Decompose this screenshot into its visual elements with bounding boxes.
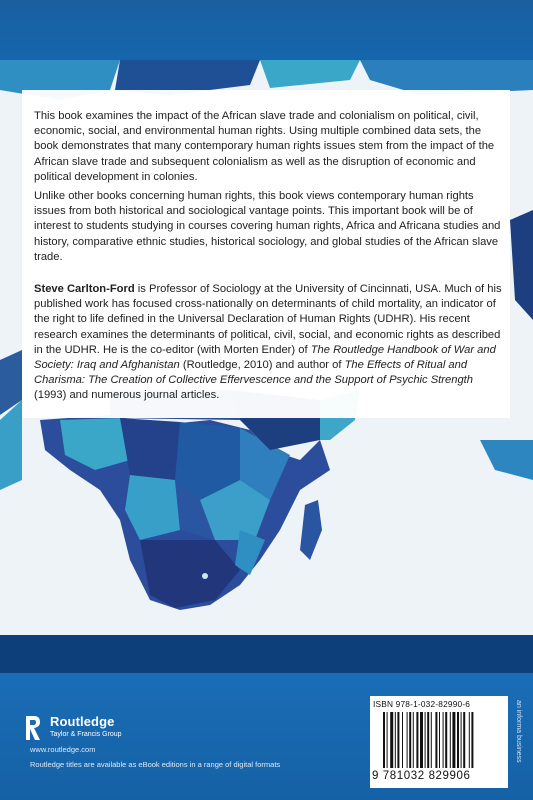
- author-bio-part-3: (1993) and numerous journal articles.: [34, 389, 220, 402]
- author-bio-part-2: (Routledge, 2010) and author of: [179, 359, 345, 372]
- description-paragraph-1: This book examines the impact of the African slave trade and colonialism on political, civil, economic, social, and environmental human rights. Using multiple combined data sets, the book demonstrates that many contemporary human rights issues stem from the impact of the African slave trade and subsequent colonialism as well as the disruption of economic and political development in colonies.: [34, 110, 495, 183]
- book-title-2: The Effects of Ritual and Charisma: The Creation of Collective Effervescence and the Support of Psychic Strength: [34, 359, 474, 387]
- description-paragraph-2: Unlike other books concerning human rights, this book views contemporary human rights issues from both historical and sociological vantage points. This important book will be of interest to students studying in courses covering human rights, Africa and Africana studies and history, comparative ethnic studies, historical sociology, and global studies of the African slave trade.: [34, 190, 501, 263]
- author-name: Steve Carlton-Ford: [34, 283, 135, 295]
- barcode-icon: [383, 712, 503, 768]
- author-bio-part-1: is Professor of Sociology at the University of Cincinnati, USA. Much of his published work has focused cross-nationally on determinants of child mortality, an indicator of the right to life defined in the Universal Declaration of Human Rights (UDHR). His recent research examines the determinants of political, civil, social, and economic rights as described in the UDHR. He is the co-editor (with Morten Ender) of: [34, 283, 502, 356]
- barcode-number: [372, 770, 471, 782]
- dark-band: [0, 635, 533, 673]
- publisher-group: Taylor & Francis Group: [50, 731, 122, 738]
- spine-label: [510, 700, 524, 792]
- publisher-website: www.routledge.com: [30, 745, 96, 754]
- informa-label: an informa business: [515, 700, 522, 763]
- publisher-name: Routledge: [50, 714, 115, 729]
- barcode-number-lead: 9: [372, 770, 379, 782]
- book-title-1: The Routledge Handbook of War and Society: Iraq and Afghanistan: [34, 343, 496, 372]
- barcode-number-rest: 781032 829906: [382, 770, 471, 782]
- routledge-logo-icon: [24, 714, 42, 742]
- isbn-label: ISBN 978-1-032-82990-6: [373, 699, 471, 709]
- author-bio: [34, 282, 504, 404]
- top-band: [0, 0, 533, 60]
- ebook-note: Routledge titles are available as eBook editions in a range of digital formats: [30, 760, 281, 769]
